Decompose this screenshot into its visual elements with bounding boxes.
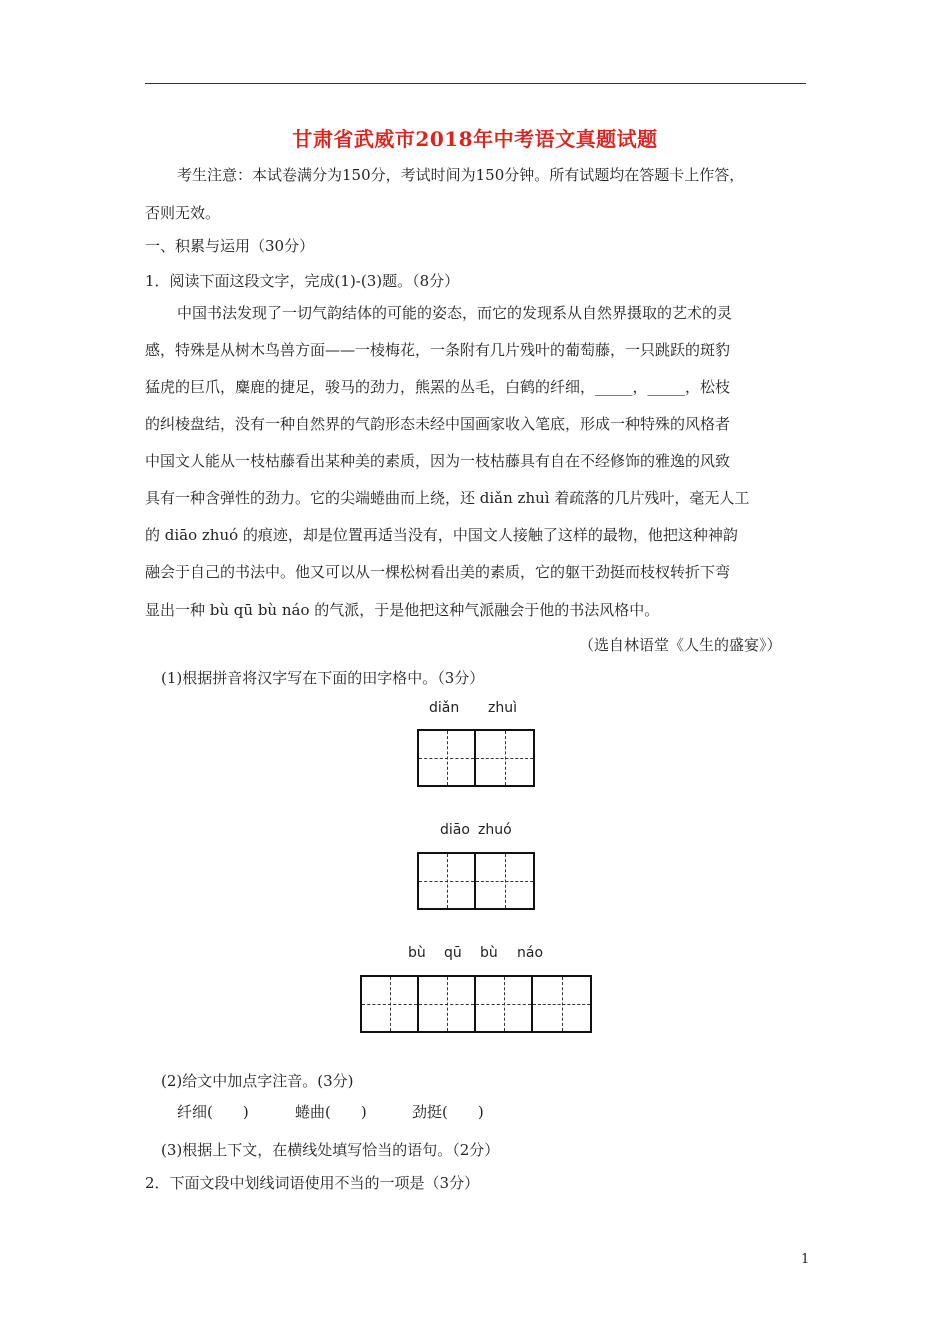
tianzige-grid-1[interactable] <box>417 729 535 787</box>
header-rule <box>145 83 806 84</box>
pinyin-label: bù <box>480 945 498 961</box>
notice-line-1: 考生注意：本试卷满分为150分，考试时间为150分钟。所有试题均在答题卡上作答， <box>177 166 745 184</box>
tianzige-cell[interactable] <box>419 731 476 785</box>
passage-line: 中国文人能从一枝枯藤看出某种美的素质，因为一枝枯藤具有自在不经修饰的雅逸的风致 <box>145 452 731 470</box>
sub-question-2: (2)给文中加点字注音。(3分) <box>161 1072 354 1090</box>
source-citation: （选自林语堂《人生的盛宴》） <box>579 636 782 654</box>
passage-line: 感，特殊是从树木鸟兽方面——一棱梅花，一条附有几片残叶的葡萄藤，一只跳跃的斑豹 <box>145 341 731 359</box>
tianzige-cell[interactable] <box>476 854 533 908</box>
pinyin-label: zhuó <box>478 822 512 838</box>
notice-line-2: 否则无效。 <box>145 204 221 222</box>
pinyin-label: diǎn <box>429 700 460 716</box>
sub-question-1: (1)根据拼音将汉字写在下面的田字格中。（3分） <box>161 669 485 687</box>
tianzige-cell[interactable] <box>419 854 476 908</box>
passage-line: 猛虎的巨爪，麋鹿的捷足，骏马的劲力，熊罴的丛毛，白鹤的纤细，_____，_____，松枝 <box>145 378 731 396</box>
pinyin-label: zhuì <box>488 700 517 716</box>
annotation-item: 蜷曲( ) <box>295 1103 367 1121</box>
page-number: 1 <box>801 1252 810 1267</box>
tianzige-cell[interactable] <box>362 977 419 1031</box>
annotation-item: 纤细( ) <box>177 1103 249 1121</box>
tianzige-grid-3[interactable] <box>360 975 592 1033</box>
tianzige-cell[interactable] <box>476 977 533 1031</box>
sub-question-3: (3)根据上下文，在横线处填写恰当的语句。（2分） <box>161 1141 500 1159</box>
tianzige-cell[interactable] <box>419 977 476 1031</box>
pinyin-label: náo <box>517 945 544 961</box>
tianzige-cell[interactable] <box>476 731 533 785</box>
passage-line: 融会于自己的书法中。他又可以从一棵松树看出美的素质，它的躯干劲挺而枝杈转折下弯 <box>145 563 731 581</box>
annotation-item: 劲挺( ) <box>412 1103 484 1121</box>
pinyin-label: diāo <box>440 822 470 838</box>
page-title: 甘肃省武威市2018年中考语文真题试题 <box>292 127 658 151</box>
passage-line: 的 diāo zhuó 的痕迹，却是位置再适当没有，中国文人接触了这样的最物，他把这种神韵 <box>145 526 738 544</box>
tianzige-cell[interactable] <box>533 977 590 1031</box>
passage-line: 中国书法发现了一切气韵结体的可能的姿态，而它的发现系从自然界摄取的艺术的灵 <box>177 304 733 322</box>
pinyin-label: bù <box>408 945 426 961</box>
section-heading: 一、积累与运用（30分） <box>145 237 315 255</box>
pinyin-label: qū <box>444 945 462 961</box>
question-1: 1．阅读下面这段文字，完成(1)-(3)题。（8分） <box>145 272 460 290</box>
passage-line: 具有一种含弹性的劲力。它的尖端蜷曲而上绕，还 diǎn zhuì 着疏落的几片残叶，毫无人工 <box>145 489 750 507</box>
passage-line: 的纠棱盘结，没有一种自然界的气韵形态未经中国画家收入笔底，形成一种特殊的风格者 <box>145 415 731 433</box>
passage-line: 显出一种 bù qū bù náo 的气派，于是他把这种气派融会于他的书法风格中。 <box>145 601 660 619</box>
tianzige-grid-2[interactable] <box>417 852 535 910</box>
question-2: 2．下面文段中划线词语使用不当的一项是（3分） <box>145 1174 480 1192</box>
